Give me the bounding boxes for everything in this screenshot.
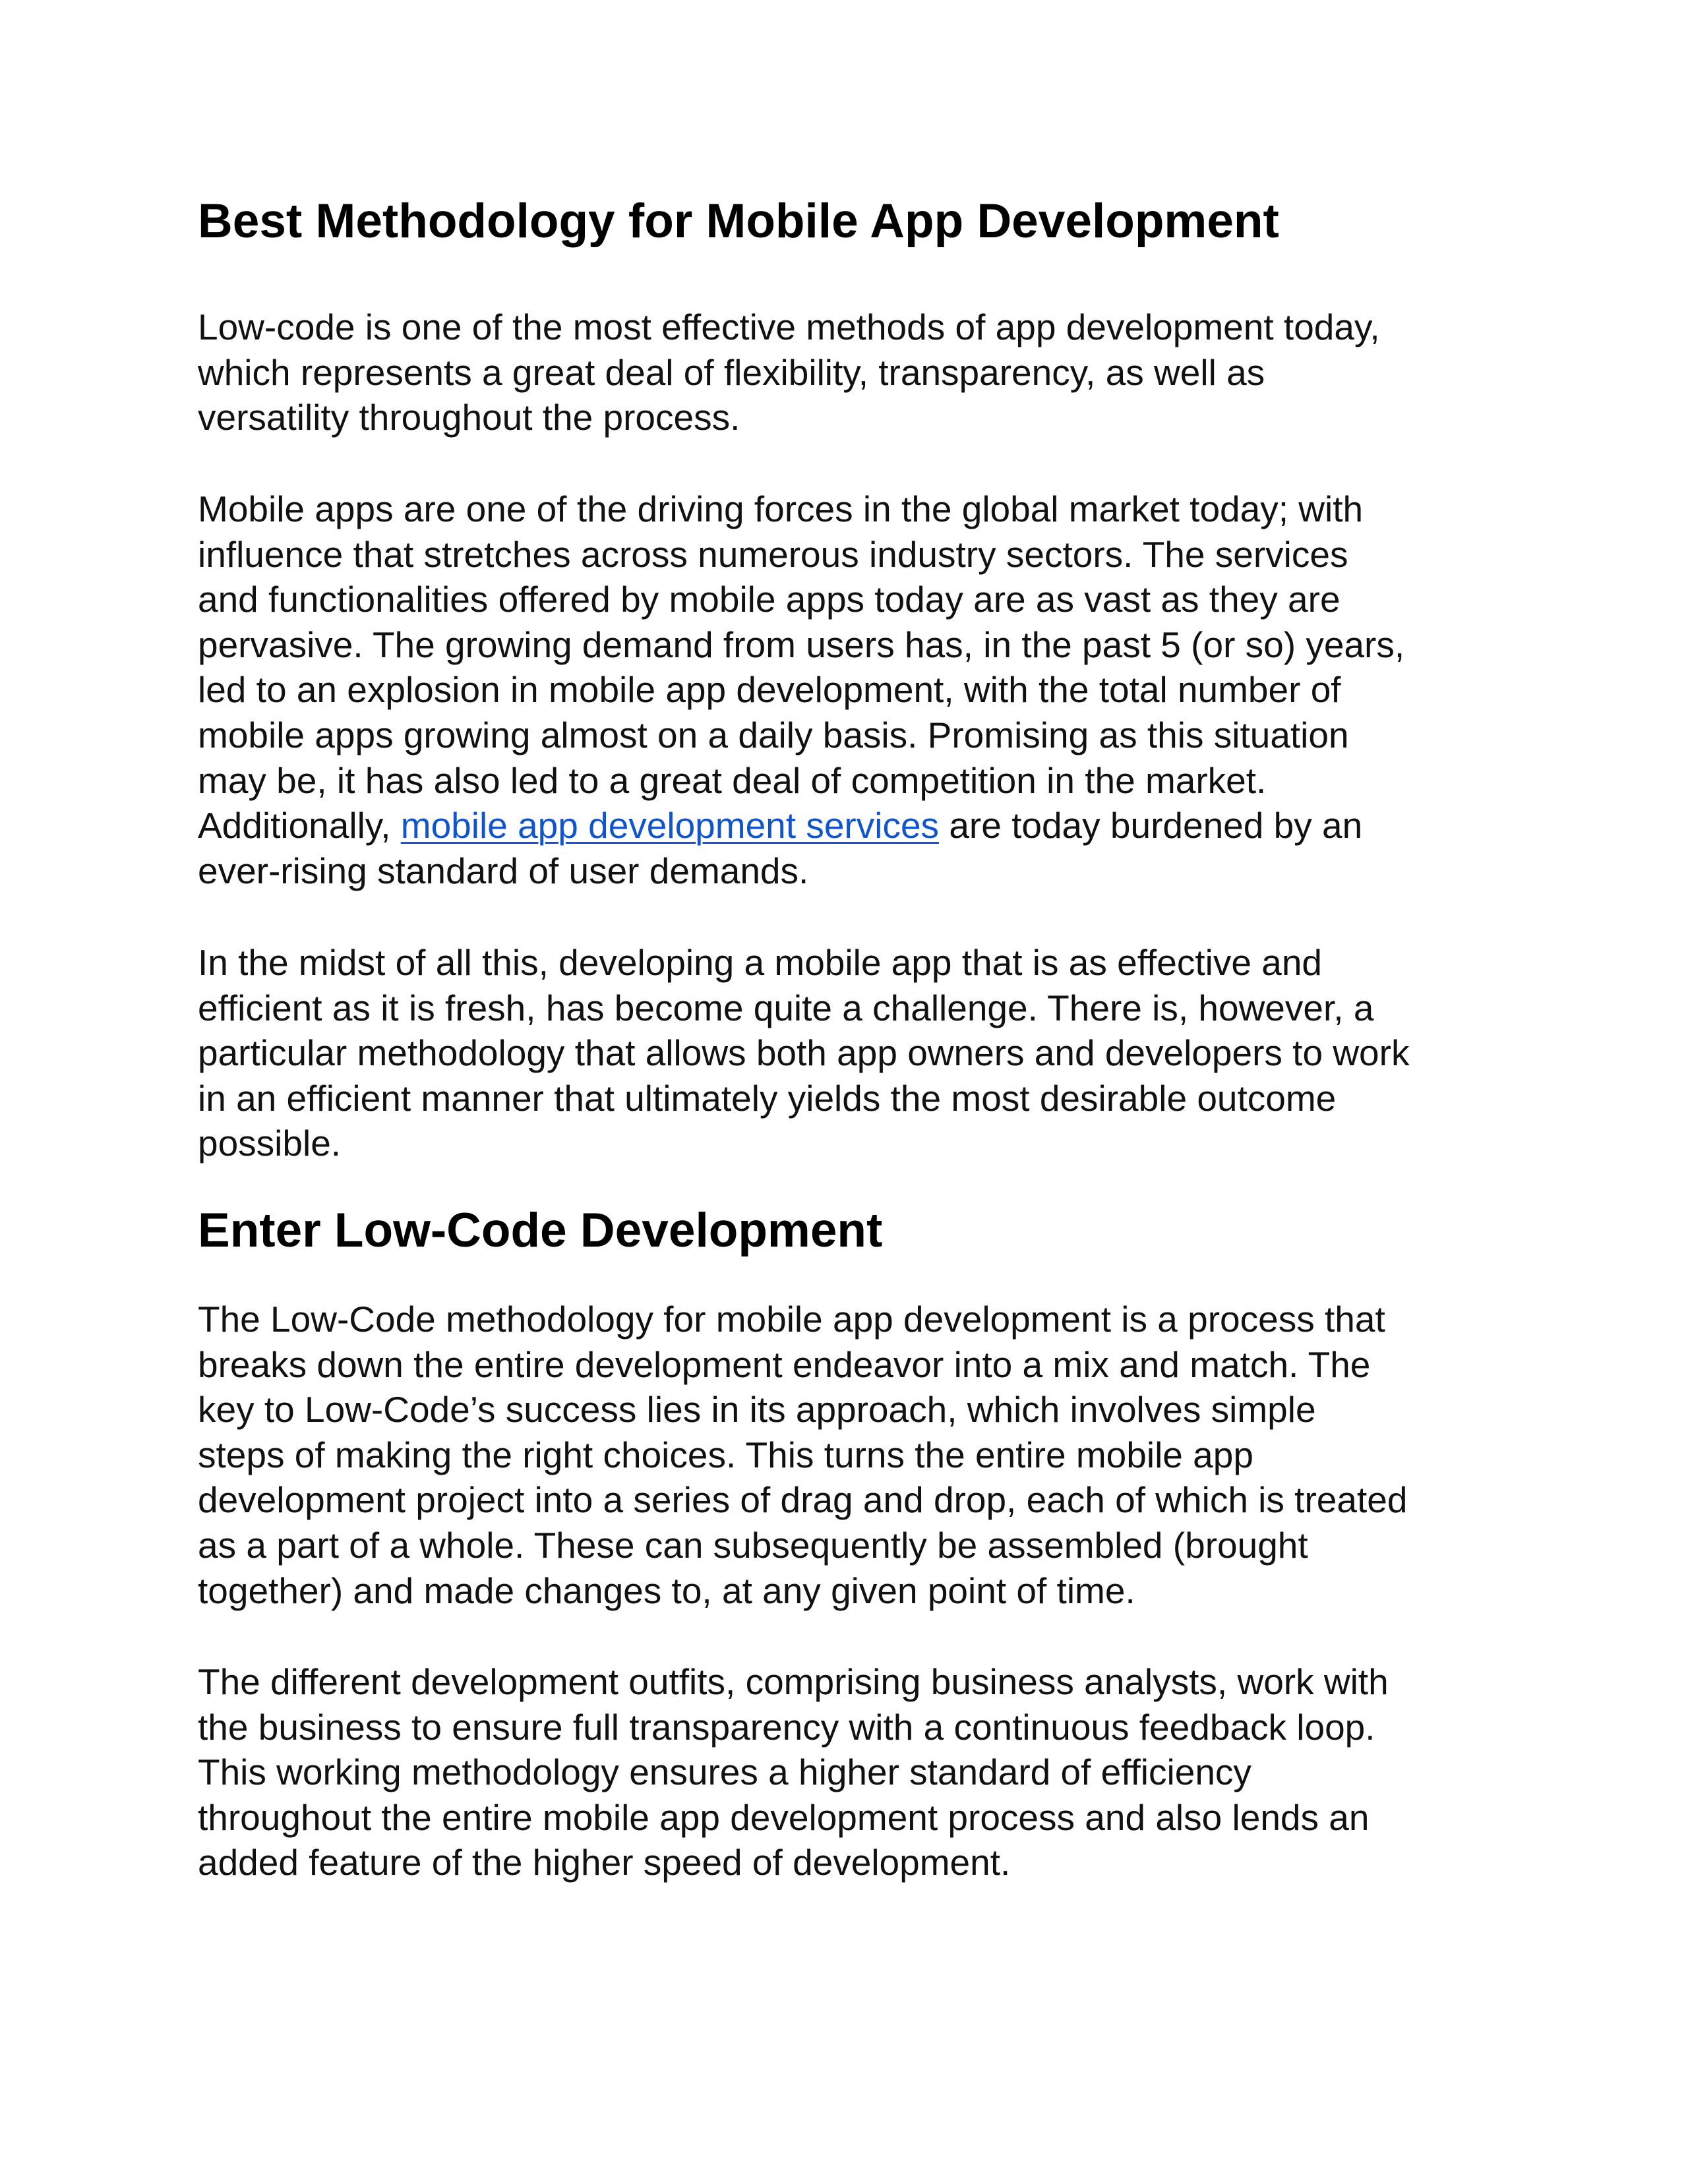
text-line: steps of making the right choices. This turns the entire mobile app: [198, 1434, 1253, 1475]
text-line: possible.: [198, 1123, 342, 1164]
text-line: in an efficient manner that ultimately yields the most desirable outcome: [198, 1077, 1337, 1119]
challenge-paragraph: [198, 940, 1409, 1166]
text-line: efficient as it is fresh, has become quite a challenge. There is, however, a: [198, 987, 1374, 1028]
text-line: may be, it has also led to a great deal of competition in the market.: [198, 759, 1267, 801]
text-line: mobile apps growing almost on a daily basis. Promising as this situation: [198, 714, 1349, 755]
text-line-with-link: [198, 803, 1404, 848]
text-line: ever-rising standard of user demands.: [198, 850, 809, 891]
text-line: and functionalities offered by mobile apps today are as vast as they are: [198, 579, 1341, 620]
mobile-app-development-services-link[interactable]: mobile app development services: [400, 805, 940, 846]
link-line-prefix: Additionally,: [198, 805, 401, 846]
text-line: Mobile apps are one of the driving forces in the global market today; with: [198, 488, 1364, 529]
link-line-suffix: are today burdened by an: [939, 805, 1363, 846]
text-line: led to an explosion in mobile app development, with the total number of: [198, 669, 1341, 711]
text-line: The different development outfits, comprising business analysts, work with: [198, 1661, 1389, 1702]
outfits-paragraph: [198, 1659, 1389, 1885]
text-line: development project into a series of drag and drop, each of which is treated: [198, 1479, 1408, 1521]
text-line: This working methodology ensures a higher standard of efficiency: [198, 1752, 1251, 1793]
text-line: which represents a great deal of flexibility, transparency, as well as: [198, 351, 1265, 393]
text-line: throughout the entire mobile app development process and also lends an: [198, 1796, 1370, 1838]
text-line: The Low-Code methodology for mobile app development is a process that: [198, 1299, 1385, 1340]
text-line: In the midst of all this, developing a mobile app that is as effective and: [198, 942, 1322, 983]
text-line: the business to ensure full transparency with a continuous feedback loop.: [198, 1706, 1375, 1748]
section-heading: Enter Low-Code Development: [198, 1204, 883, 1257]
text-line: pervasive. The growing demand from users has, in the past 5 (or so) years,: [198, 624, 1405, 665]
text-line: added feature of the higher speed of development.: [198, 1842, 1011, 1883]
text-line: influence that stretches across numerous industry sectors. The services: [198, 533, 1348, 575]
text-line: breaks down the entire development endeavor into a mix and match. The: [198, 1343, 1371, 1385]
text-line: together) and made changes to, at any given point of time.: [198, 1570, 1135, 1611]
text-line: Low-code is one of the most effective methods of app development today,: [198, 307, 1380, 347]
page-title: Best Methodology for Mobile App Development: [198, 194, 1279, 248]
intro-paragraph: [198, 305, 1380, 440]
text-line: key to Low-Code’s success lies in its approach, which involves simple: [198, 1389, 1316, 1431]
low-code-paragraph: [198, 1297, 1407, 1613]
text-line: versatility throughout the process.: [198, 397, 740, 438]
text-line: as a part of a whole. These can subsequently be assembled (brought: [198, 1524, 1308, 1566]
text-line: particular methodology that allows both app owners and developers to work: [198, 1032, 1410, 1074]
market-paragraph: [198, 487, 1404, 893]
